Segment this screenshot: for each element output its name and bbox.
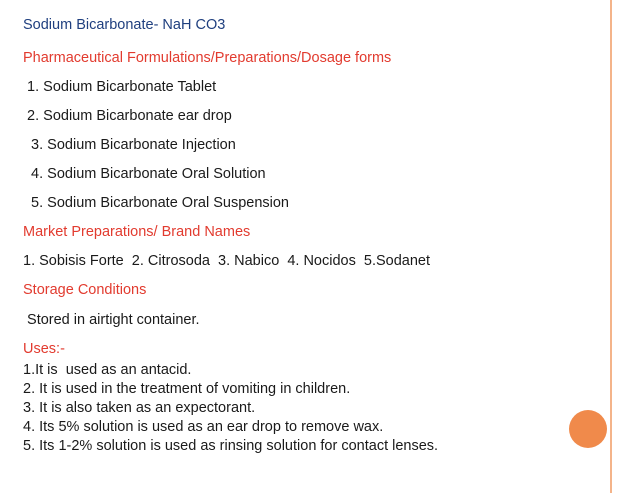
formulation-item: 3. Sodium Bicarbonate Injection: [23, 137, 236, 153]
formulation-item: 1. Sodium Bicarbonate Tablet: [23, 79, 217, 95]
storage-heading: Storage Conditions: [23, 282, 147, 298]
use-item: 4. Its 5% solution is used as an ear drop to remove wax.: [23, 419, 384, 435]
market-heading: Market Preparations/ Brand Names: [23, 224, 251, 240]
formulation-item: 5. Sodium Bicarbonate Oral Suspension: [23, 195, 289, 211]
formulation-item: 4. Sodium Bicarbonate Oral Solution: [23, 166, 266, 182]
uses-heading: Uses:-: [23, 341, 65, 357]
use-item: 1.It is used as an antacid.: [23, 362, 192, 378]
decorative-circle: [569, 410, 607, 448]
storage-text: Stored in airtight container.: [23, 312, 200, 328]
formulation-item: 2. Sodium Bicarbonate ear drop: [23, 108, 232, 124]
use-item: 2. It is used in the treatment of vomiting in children.: [23, 381, 351, 397]
decorative-vertical-rule: [610, 0, 612, 493]
use-item: 3. It is also taken as an expectorant.: [23, 400, 256, 416]
slide-title: Sodium Bicarbonate- NaH CO3: [23, 17, 226, 33]
formulations-heading: Pharmaceutical Formulations/Preparations/Dosage forms: [23, 50, 392, 66]
brand-names: 1. Sobisis Forte 2. Citrosoda 3. Nabico 4. Nocidos 5.Sodanet: [23, 253, 431, 269]
use-item: 5. Its 1-2% solution is used as rinsing solution for contact lenses.: [23, 438, 439, 454]
